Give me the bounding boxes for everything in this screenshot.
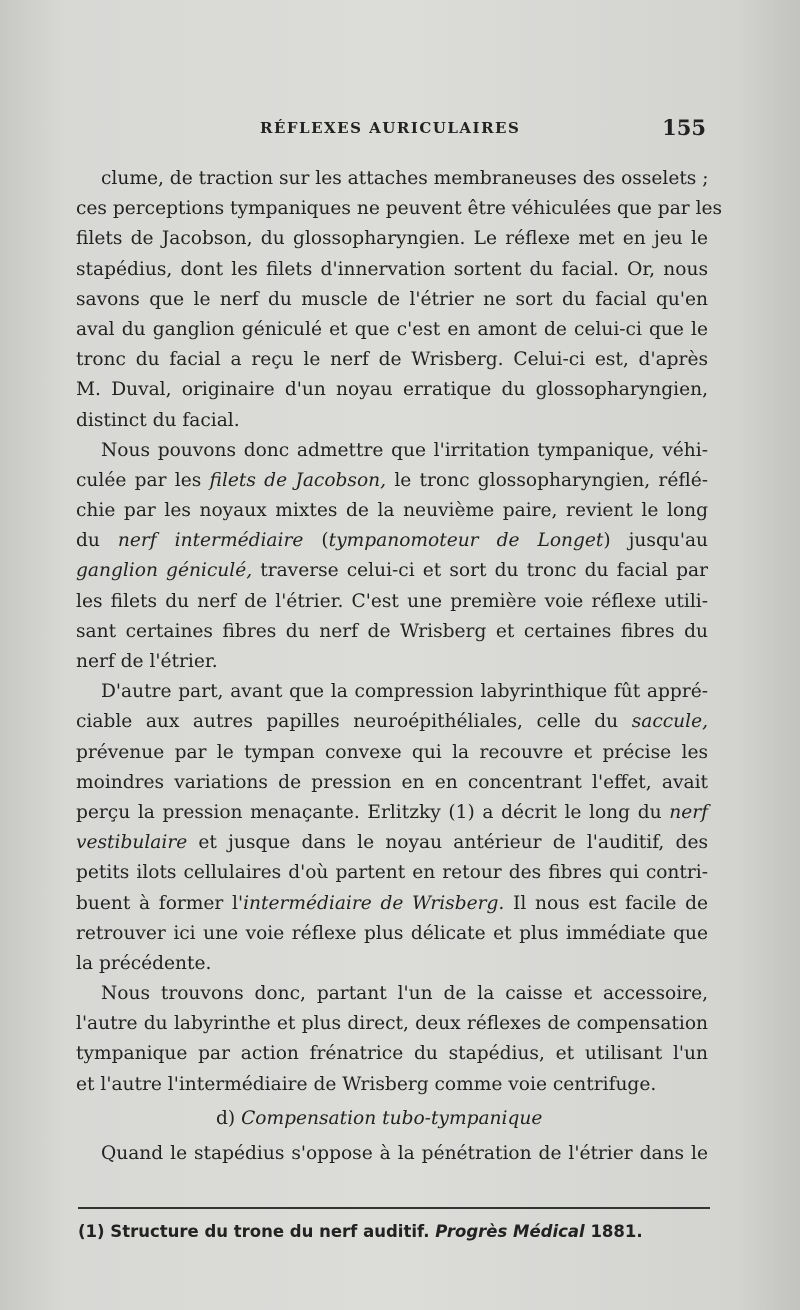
text-line: ciable aux autres papilles neuroépithéliales, celle du saccule, — [76, 711, 708, 733]
text-line: Nous pouvons donc admettre que l'irritation tympanique, véhi- — [101, 439, 708, 461]
text-line: stapédius, dont les filets d'innervation sortent du facial. Or, nous — [76, 258, 708, 280]
text-line: culée par les filets de Jacobson, le tronc glossopharyngien, réflé- — [76, 469, 709, 491]
text-line: savons que le nerf du muscle de l'étrier ne sort du facial qu'en — [76, 288, 708, 310]
text-line: chie par les noyaux mixtes de la neuvième paire, revient le long — [76, 500, 708, 522]
text-line: ces perceptions tympaniques ne peuvent être véhiculées que par les — [76, 198, 723, 220]
footnote-year: 1881. — [590, 1222, 643, 1241]
footnote-divider — [78, 1207, 710, 1209]
text-line: Quand le stapédius s'oppose à la pénétration de l'étrier dans le — [101, 1142, 708, 1164]
text-line: aval du ganglion géniculé et que c'est en amont de celui-ci que le — [76, 318, 708, 340]
text-line: les filets du nerf de l'étrier. C'est une première voie réflexe utili- — [76, 590, 708, 612]
page-header — [76, 115, 706, 145]
body-text — [76, 164, 723, 1169]
text-line: moindres variations de pression en en concentrant l'effet, avait — [76, 771, 708, 793]
text-line: retrouver ici une voie réflexe plus délicate et plus immédiate que — [76, 922, 708, 944]
text-line: Nous trouvons donc, partant l'un de la caisse et accessoire, — [101, 983, 708, 1005]
text-line: D'autre part, avant que la compression labyrinthique fût appré- — [101, 681, 708, 703]
text-line: perçu la pression menaçante. Erlitzky (1) a décrit le long du nerf — [76, 801, 708, 823]
text-line: prévenue par le tympan convexe qui la recouvre et précise les — [76, 741, 708, 763]
section-heading — [76, 1100, 708, 1135]
text-line: nerf de l'étrier. — [76, 651, 218, 672]
text-line: tronc du facial a reçu le nerf de Wrisberg. Celui-ci est, d'après — [76, 349, 708, 371]
footnote-journal: Progrès Médical — [435, 1222, 585, 1241]
text-line: sant certaines fibres du nerf de Wrisberg et certaines fibres du — [76, 620, 708, 642]
text-line: ganglion géniculé, traverse celui-ci et sort du tronc du facial par — [76, 560, 708, 582]
text-line: clume, de traction sur les attaches membraneuses des osselets ; — [101, 168, 709, 189]
text-line: l'autre du labyrinthe et plus direct, deux réflexes de compensation — [76, 1013, 708, 1035]
text-line: tympanique par action frénatrice du stapédius, et utilisant l'un — [76, 1043, 708, 1065]
text-line: M. Duval, originaire d'un noyau erratique du glossopharyngien, — [76, 379, 708, 401]
text-line: buent à former l'intermédiaire de Wrisberg. Il nous est facile de — [76, 892, 708, 914]
section-label: Compensation tubo-tympanique — [241, 1107, 543, 1129]
text-line: et l'autre l'intermédiaire de Wrisberg comme voie centrifuge. — [76, 1073, 657, 1095]
text-line: filets de Jacobson, du glossopharyngien. Le réflexe met en jeu le — [76, 228, 708, 250]
footnote-text: (1) Structure du trone du nerf auditif. — [78, 1222, 430, 1241]
section-number: d) — [216, 1107, 242, 1129]
text-line: du nerf intermédiaire (tympanomoteur de Longet) jusqu'au — [76, 530, 709, 552]
text-line: vestibulaire et jusque dans le noyau antérieur de l'auditif, des — [76, 832, 708, 854]
text-line: la précédente. — [76, 952, 212, 974]
text-line: distinct du facial. — [76, 409, 240, 431]
text-line: petits ilots cellulaires d'où partent en retour des fibres qui contri- — [76, 862, 708, 884]
footnote — [78, 1222, 710, 1241]
page-number: 155 — [662, 115, 706, 140]
running-title: RÉFLEXES AURICULAIRES — [260, 119, 521, 137]
